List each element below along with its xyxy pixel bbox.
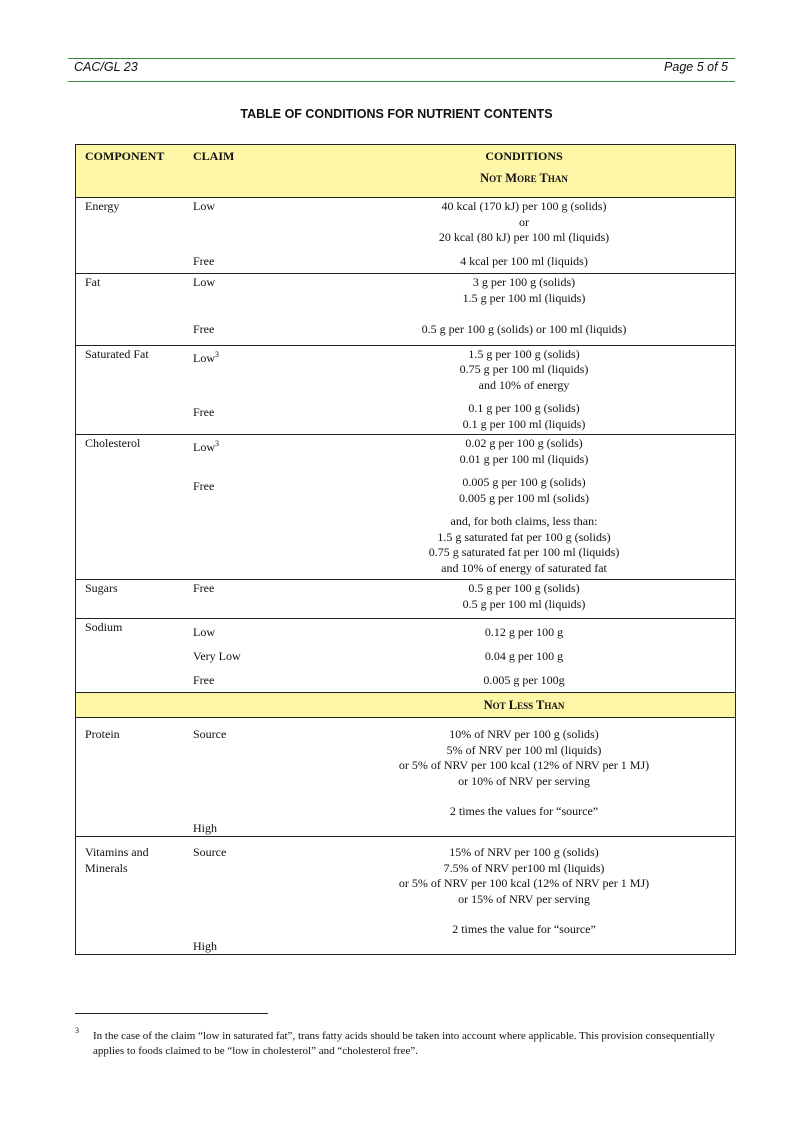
footnote-text: In the case of the claim “low in saturated fat”, trans fatty acids should be taken into account where applicable. This provision consequentially applies to foods claimed to be “low in cholesterol” and “cholesterol free”. — [93, 1030, 715, 1057]
footnote-ref: 3 — [215, 439, 219, 448]
claim-low: Low$^3$ — [193, 349, 219, 365]
claim-source: Source — [193, 727, 227, 741]
document-code: CAC/GL 23 — [74, 60, 138, 74]
condition-line: 4 kcal per 100 ml (liquids) — [460, 253, 588, 268]
condition-line: 0.75 g per 100 ml (liquids) — [459, 362, 589, 376]
component-protein: Protein — [85, 727, 120, 741]
condition-line: 0.5 g per 100 g (solids) — [468, 581, 580, 595]
table-header-row — [76, 145, 736, 172]
condition-line: 0.005 g per 100 g (solids) — [462, 475, 586, 489]
table-row-saturated-fat — [76, 345, 736, 435]
claim-free: Free — [193, 581, 215, 595]
condition-line: and, for both claims, less than: — [450, 514, 598, 528]
header-bottom-rule — [68, 81, 735, 82]
condition-line: 1.5 g per 100 ml (liquids) — [462, 290, 586, 305]
claim-low: Low$^3$ — [193, 439, 219, 454]
condition-line: 0.04 g per 100 g — [484, 649, 564, 663]
condition-line: 0.5 g per 100 ml (liquids) — [462, 596, 586, 611]
component-saturated-fat: Saturated Fat — [85, 346, 149, 361]
condition-line: or 10% of NRV per serving — [458, 773, 590, 788]
table-row-sugars — [76, 580, 736, 619]
condition-line: 0.005 g per 100g — [483, 673, 565, 687]
claim-high: High — [193, 938, 217, 953]
condition-line: 5% of NRV per 100 ml (liquids) — [446, 742, 602, 757]
condition-line: 15% of NRV per 100 g (solids) — [449, 845, 599, 859]
condition-line: 1.5 g saturated fat per 100 g (solids) — [437, 529, 611, 544]
claim-low: Low — [193, 199, 215, 213]
condition-line: and 10% of energy — [478, 377, 570, 392]
table-row-cholesterol — [76, 435, 736, 580]
condition-line: or 15% of NRV per serving — [458, 891, 590, 906]
col-header-conditions: CONDITIONS — [313, 145, 736, 172]
claim-very-low: Very Low — [193, 649, 241, 663]
condition-line: or 5% of NRV per 100 kcal (12% of NRV per 1 MJ) — [398, 758, 650, 772]
claim-free: Free — [193, 253, 215, 268]
table-row-vitamins-minerals — [76, 837, 736, 955]
condition-line: 0.01 g per 100 ml (liquids) — [459, 451, 589, 466]
component-cholesterol: Cholesterol — [85, 436, 141, 450]
nutrient-conditions-table — [75, 144, 736, 955]
condition-line: or 5% of NRV per 100 kcal (12% of NRV per 1 MJ) — [398, 876, 650, 890]
footnote-mark: 3 — [75, 1026, 79, 1035]
component-sodium: Sodium — [85, 620, 123, 634]
condition-line: 7.5% of NRV per100 ml (liquids) — [443, 860, 605, 875]
claim-free: Free — [193, 321, 215, 336]
condition-line: 20 kcal (80 kJ) per 100 ml (liquids) — [438, 230, 610, 244]
component-sugars: Sugars — [85, 581, 118, 595]
claim-source: Source — [193, 845, 227, 859]
component-vitamins-minerals: Vitamins and Minerals — [85, 845, 149, 875]
section-label: Not Less Than — [313, 693, 736, 718]
condition-line: 2 times the value for “source” — [452, 922, 596, 936]
claim-low: Low — [193, 625, 215, 639]
footnote-ref: 3 — [215, 349, 219, 359]
condition-line: 0.1 g per 100 ml (liquids) — [462, 416, 586, 431]
condition-line: 0.005 g per 100 ml (solids) — [459, 490, 589, 505]
condition-line: 0.75 g saturated fat per 100 ml (liquids) — [428, 545, 620, 559]
section-label: Not More Than — [313, 171, 736, 198]
condition-line: 0.02 g per 100 g (solids) — [465, 436, 583, 450]
col-header-component: COMPONENT — [76, 145, 194, 172]
condition-line: 40 kcal (170 kJ) per 100 g (solids) — [441, 199, 607, 213]
section-header-not-more-than — [76, 171, 736, 198]
condition-line: 10% of NRV per 100 g (solids) — [449, 727, 599, 741]
claim-free: Free — [193, 673, 215, 687]
component-fat: Fat — [85, 275, 101, 289]
table-row-protein — [76, 718, 736, 837]
table-row-sodium — [76, 619, 736, 693]
header-top-rule — [68, 58, 735, 59]
col-header-claim: CLAIM — [193, 145, 313, 172]
condition-line: 3 g per 100 g (solids) — [472, 275, 576, 289]
condition-line: 0.5 g per 100 g (solids) or 100 ml (liquids) — [421, 322, 627, 336]
page-number: Page 5 of 5 — [664, 60, 728, 74]
section-header-not-less-than — [76, 693, 736, 718]
component-energy: Energy — [85, 199, 120, 213]
condition-line: 0.1 g per 100 g (solids) — [468, 401, 580, 415]
page-title: TABLE OF CONDITIONS FOR NUTRIENT CONTENTS — [240, 107, 553, 121]
claim-high: High — [193, 820, 217, 835]
footnote-rule — [75, 1013, 268, 1014]
table-row-energy — [76, 198, 736, 274]
condition-line: 0.12 g per 100 g — [484, 625, 564, 639]
claim-free: Free — [193, 405, 215, 419]
claim-free: Free — [193, 478, 215, 493]
condition-line: and 10% of energy of saturated fat — [441, 560, 607, 575]
condition-line: 1.5 g per 100 g (solids) — [468, 346, 580, 361]
claim-low: Low — [193, 275, 215, 289]
condition-line: or — [519, 214, 529, 229]
condition-line: 2 times the values for “source” — [449, 804, 599, 818]
table-row-fat — [76, 274, 736, 346]
